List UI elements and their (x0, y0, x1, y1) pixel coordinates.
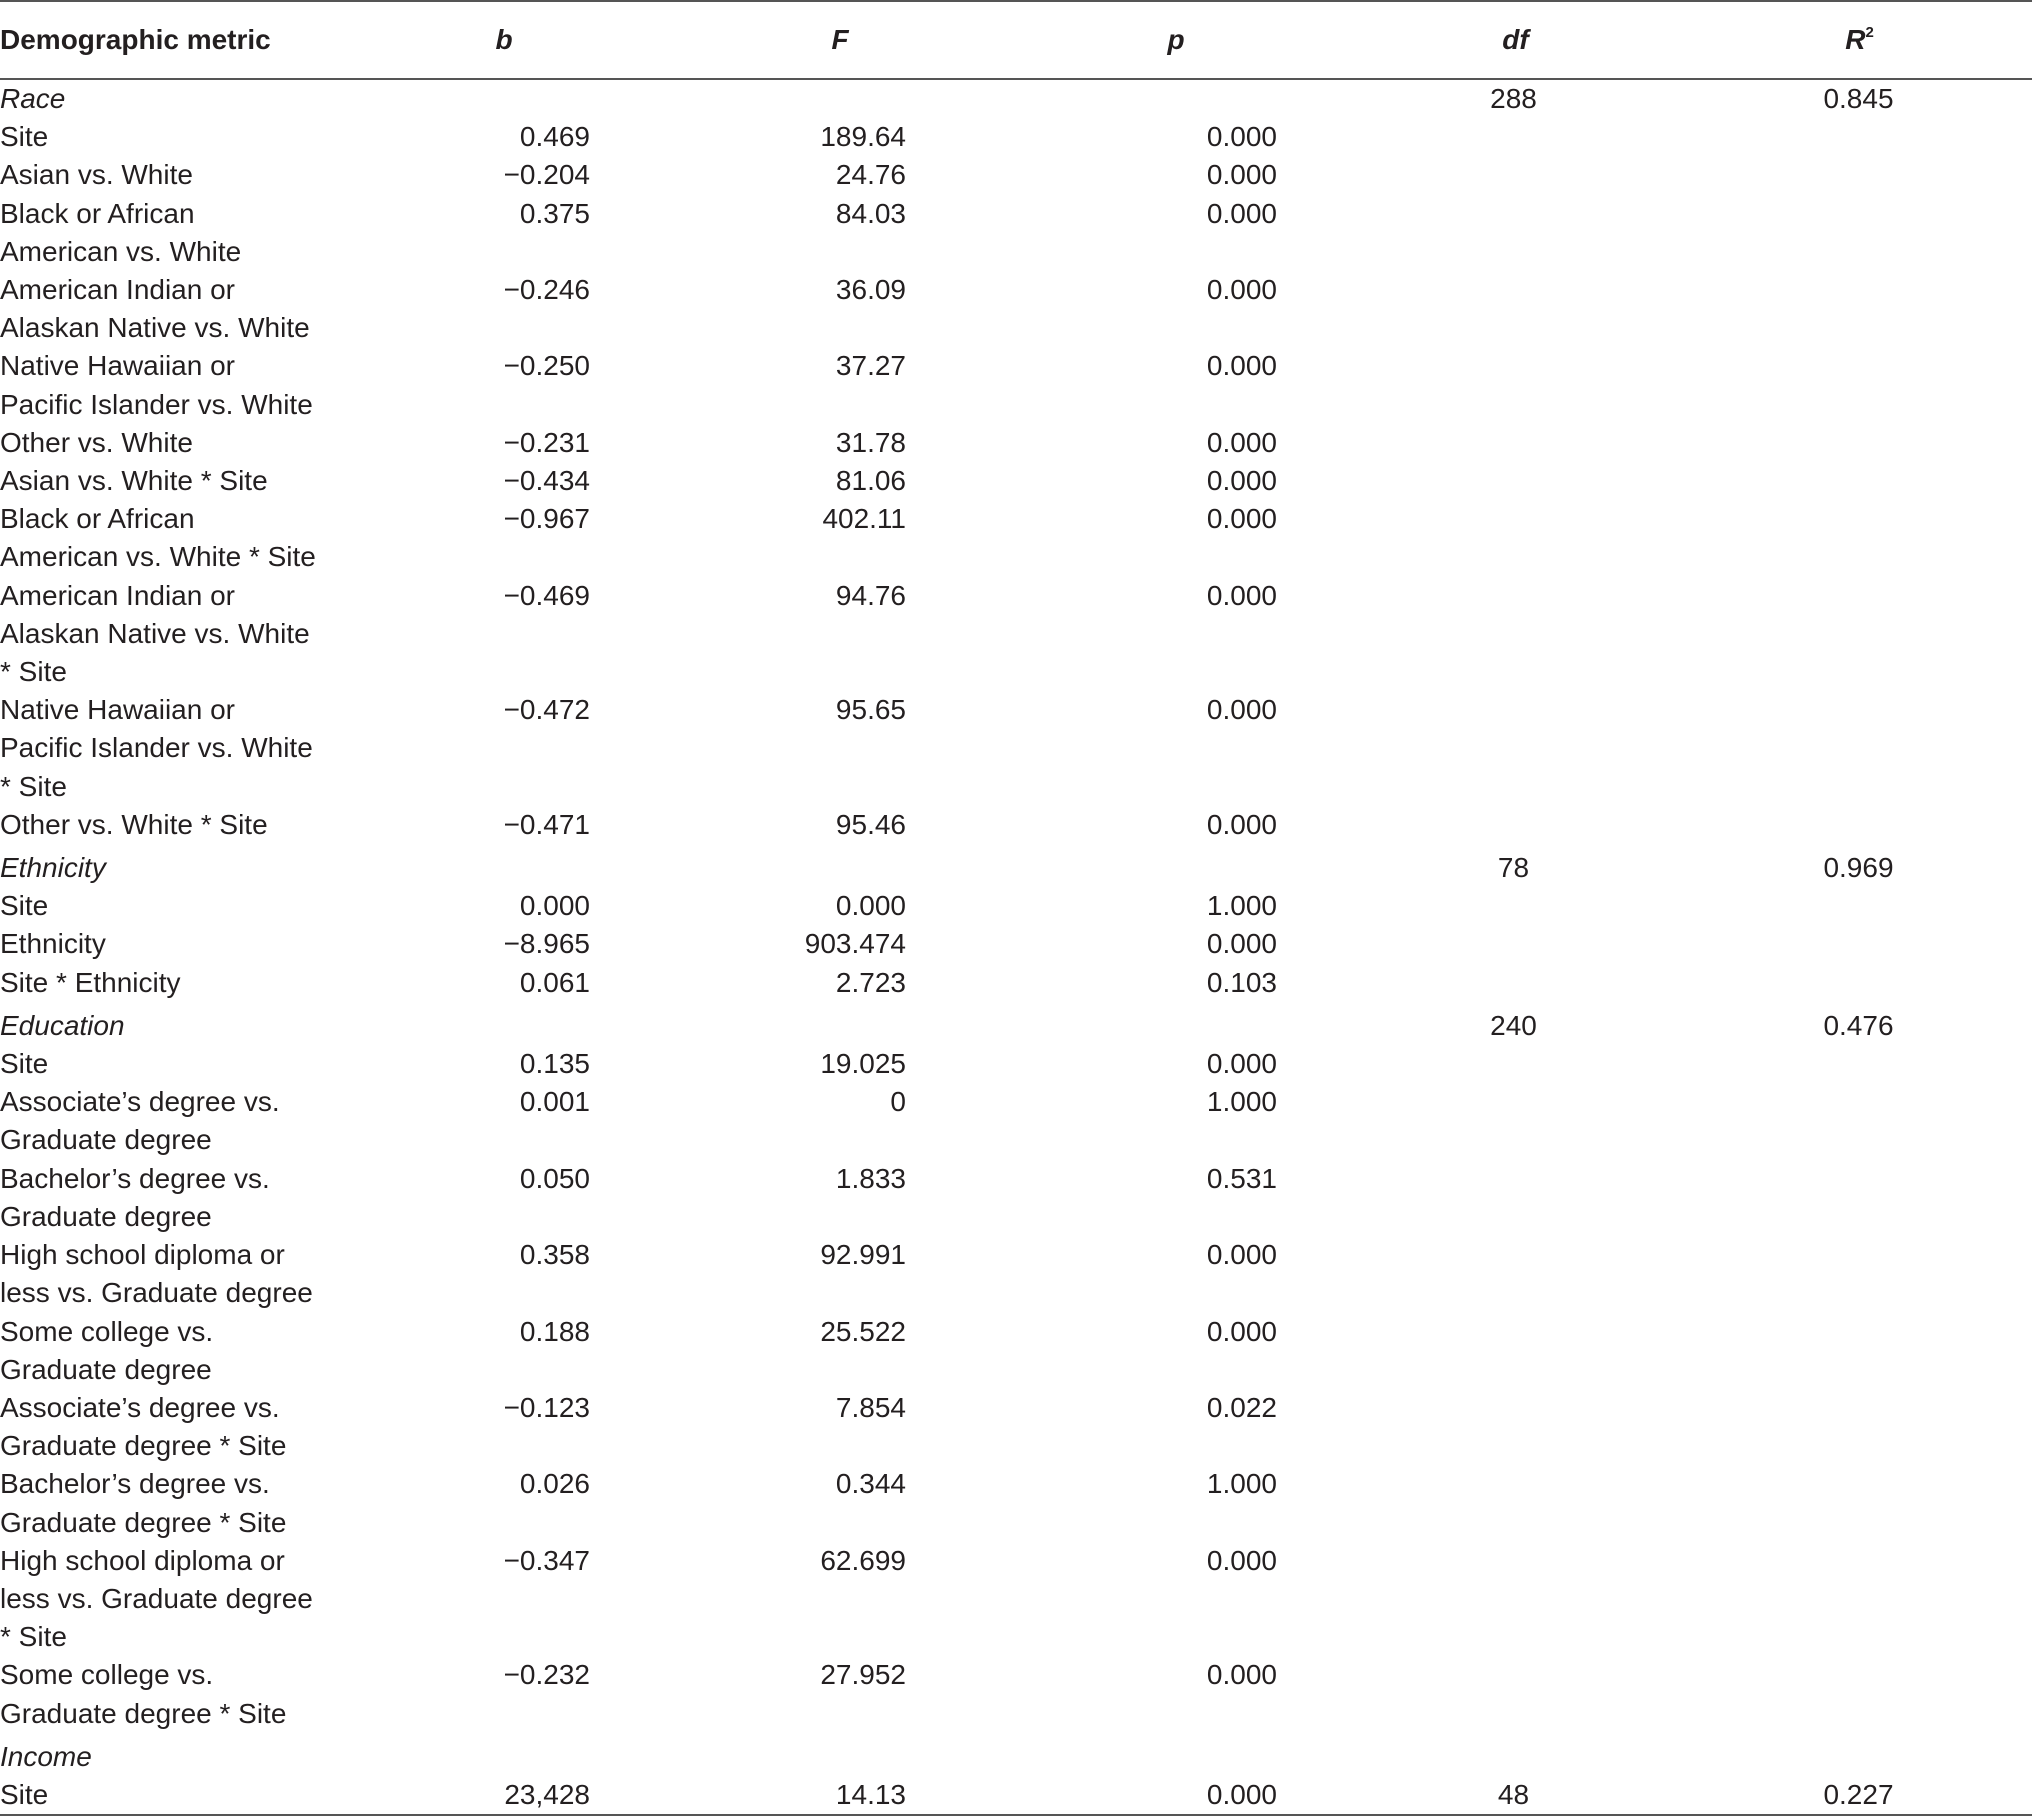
b-value: 0.000 (519, 890, 590, 922)
f-value: 95.46 (835, 808, 906, 840)
row-label: Bachelor’s degree vs. Graduate degree (0, 1162, 270, 1232)
header-df: df (1344, 1, 1687, 79)
p-value: 0.000 (1206, 159, 1277, 191)
p-value: 0.000 (1206, 1315, 1277, 1347)
row-label: Asian vs. White * Site (0, 465, 268, 497)
table-row (0, 347, 2032, 423)
f-value: 81.06 (835, 465, 906, 497)
section-header-row (0, 79, 2032, 118)
header-r-superscript: 2 (1865, 24, 1874, 41)
row-label: Site (0, 890, 49, 922)
section-header-row (0, 1733, 2032, 1776)
table-row (0, 271, 2032, 347)
header-r-base: R (1845, 24, 1866, 55)
header-p: p (1008, 1, 1344, 79)
table-row (0, 1389, 2032, 1465)
row-label: Site (0, 1048, 49, 1080)
f-value: 1.833 (835, 1162, 906, 1194)
p-value: 0.000 (1206, 426, 1277, 458)
table-row (0, 1465, 2032, 1541)
table-row (0, 500, 2032, 576)
df-value: 48 (1344, 1776, 1687, 1815)
b-value: −0.472 (503, 694, 590, 726)
b-value: −8.965 (503, 928, 590, 960)
p-value: 0.000 (1206, 1778, 1277, 1810)
section-label: Education (0, 1009, 125, 1041)
f-value: 84.03 (835, 197, 906, 229)
r2-value: 0.969 (1823, 852, 1894, 884)
section-label: Ethnicity (0, 852, 106, 884)
r2-value: 0.845 (1823, 83, 1894, 114)
section-label: Race (0, 83, 66, 114)
table-row (0, 1313, 2032, 1389)
f-value: 62.699 (820, 1544, 906, 1576)
row-label: High school diploma or less vs. Graduate degree (0, 1239, 313, 1309)
p-value: 0.103 (1206, 966, 1277, 998)
p-value: 0.000 (1206, 579, 1277, 611)
b-value: 0.375 (519, 197, 590, 229)
p-value: 0.000 (1206, 808, 1277, 840)
p-value: 0.000 (1206, 465, 1277, 497)
b-value: 0.026 (519, 1468, 590, 1500)
f-value: 903.474 (804, 928, 906, 960)
f-value: 31.78 (835, 426, 906, 458)
table-row (0, 1776, 2032, 1815)
table-row (0, 691, 2032, 806)
row-label: High school diploma or less vs. Graduate degree * Site (0, 1544, 313, 1653)
r2-value: 0.227 (1687, 1776, 2032, 1815)
df-value: 240 (1490, 1009, 1537, 1041)
b-value: −0.246 (503, 274, 590, 306)
b-value: 0.050 (519, 1162, 590, 1194)
f-value: 24.76 (835, 159, 906, 191)
f-value: 0.000 (835, 890, 906, 922)
table-row (0, 424, 2032, 462)
f-value: 36.09 (835, 274, 906, 306)
b-value: −0.250 (503, 350, 590, 382)
f-value: 27.952 (820, 1659, 906, 1691)
row-label: Black or African American vs. White * Site (0, 503, 316, 573)
f-value: 37.27 (835, 350, 906, 382)
b-value: −0.471 (503, 808, 590, 840)
row-label: American Indian or Alaskan Native vs. White * Site (0, 579, 310, 688)
f-value: 94.76 (835, 579, 906, 611)
f-value: 19.025 (820, 1048, 906, 1080)
table-row (0, 964, 2032, 1002)
df-value: 288 (1490, 83, 1537, 114)
p-value: 0.000 (1206, 928, 1277, 960)
b-value: −0.232 (503, 1659, 590, 1691)
table-row (0, 887, 2032, 925)
row-label: Ethnicity (0, 928, 106, 960)
table-row (0, 925, 2032, 963)
b-value: 0.135 (519, 1048, 590, 1080)
f-value: 2.723 (835, 966, 906, 998)
p-value: 1.000 (1206, 1468, 1277, 1500)
table-row (0, 1236, 2032, 1312)
f-value: 25.522 (820, 1315, 906, 1347)
header-r-squared (1687, 1, 2032, 79)
header-demographic-metric: Demographic metric (0, 1, 336, 79)
p-value: 1.000 (1206, 1086, 1277, 1118)
table-row (0, 577, 2032, 692)
df-value: 78 (1497, 852, 1530, 884)
b-value: −0.123 (503, 1391, 590, 1423)
row-label: Bachelor’s degree vs. Graduate degree * Site (0, 1468, 287, 1538)
table-row (0, 156, 2032, 194)
p-value: 0.531 (1206, 1162, 1277, 1194)
row-label: Other vs. White (0, 426, 193, 458)
table-row (0, 1160, 2032, 1236)
table-row (0, 462, 2032, 500)
b-value: −0.434 (503, 465, 590, 497)
section-header-row (0, 844, 2032, 887)
f-value: 0.344 (835, 1468, 906, 1500)
b-value: 0.188 (519, 1315, 590, 1347)
b-value: −0.204 (503, 159, 590, 191)
row-label: Native Hawaiian or Pacific Islander vs. White (0, 350, 313, 420)
table-row (0, 1045, 2032, 1083)
row-label: Site (0, 1776, 336, 1815)
row-label: Associate’s degree vs. Graduate degree (0, 1086, 280, 1156)
b-value: 0.358 (519, 1239, 590, 1271)
header-row (0, 1, 2032, 79)
b-value: −0.231 (503, 426, 590, 458)
p-value: 0.000 (1206, 1048, 1277, 1080)
row-label: Some college vs. Graduate degree * Site (0, 1659, 287, 1729)
table-row (0, 118, 2032, 156)
p-value: 1.000 (1206, 890, 1277, 922)
p-value: 0.000 (1206, 274, 1277, 306)
p-value: 0.000 (1206, 121, 1277, 153)
b-value: 0.001 (519, 1086, 590, 1118)
b-value: 23,428 (504, 1778, 590, 1810)
f-value: 95.65 (835, 694, 906, 726)
p-value: 0.022 (1206, 1391, 1277, 1423)
f-value: 402.11 (822, 503, 906, 535)
b-value: 0.469 (519, 121, 590, 153)
b-value: −0.347 (503, 1544, 590, 1576)
p-value: 0.000 (1206, 197, 1277, 229)
row-label: Other vs. White * Site (0, 808, 268, 840)
f-value: 7.854 (835, 1391, 906, 1423)
row-label: Native Hawaiian or Pacific Islander vs. White * Site (0, 694, 313, 802)
p-value: 0.000 (1206, 1659, 1277, 1691)
row-label: Site (0, 121, 49, 153)
table-row (0, 195, 2032, 271)
row-label: Some college vs. Graduate degree (0, 1315, 214, 1385)
section-income (0, 1733, 2032, 1815)
p-value: 0.000 (1206, 1239, 1277, 1271)
p-value: 0.000 (1206, 1544, 1277, 1576)
row-label: Site * Ethnicity (0, 966, 181, 998)
p-value: 0.000 (1206, 350, 1277, 382)
f-value: 189.64 (820, 121, 906, 153)
row-label: Black or African American vs. White (0, 197, 242, 267)
table-row (0, 1656, 2032, 1732)
f-value: 92.991 (820, 1239, 906, 1271)
b-value: 0.061 (519, 966, 590, 998)
b-value: −0.967 (503, 503, 590, 535)
section-header-row (0, 1002, 2032, 1045)
row-label: Associate’s degree vs. Graduate degree * Site (0, 1391, 287, 1462)
row-label: American Indian or Alaskan Native vs. White (0, 274, 310, 344)
p-value: 0.000 (1206, 694, 1277, 726)
f-value: 0 (890, 1086, 906, 1118)
table-row (0, 1542, 2032, 1657)
section-education (0, 1002, 2032, 1733)
f-value: 14.13 (835, 1778, 906, 1810)
table-header (0, 1, 2032, 79)
header-b: b (336, 1, 672, 79)
table-row (0, 1083, 2032, 1159)
section-label: Income (0, 1740, 92, 1772)
header-f: F (672, 1, 1008, 79)
row-label: Asian vs. White (0, 159, 193, 191)
p-value: 0.000 (1206, 503, 1277, 535)
b-value: −0.469 (503, 579, 590, 611)
r2-value: 0.476 (1823, 1009, 1894, 1041)
section-race (0, 79, 2032, 844)
table-row (0, 806, 2032, 844)
section-ethnicity (0, 844, 2032, 1002)
